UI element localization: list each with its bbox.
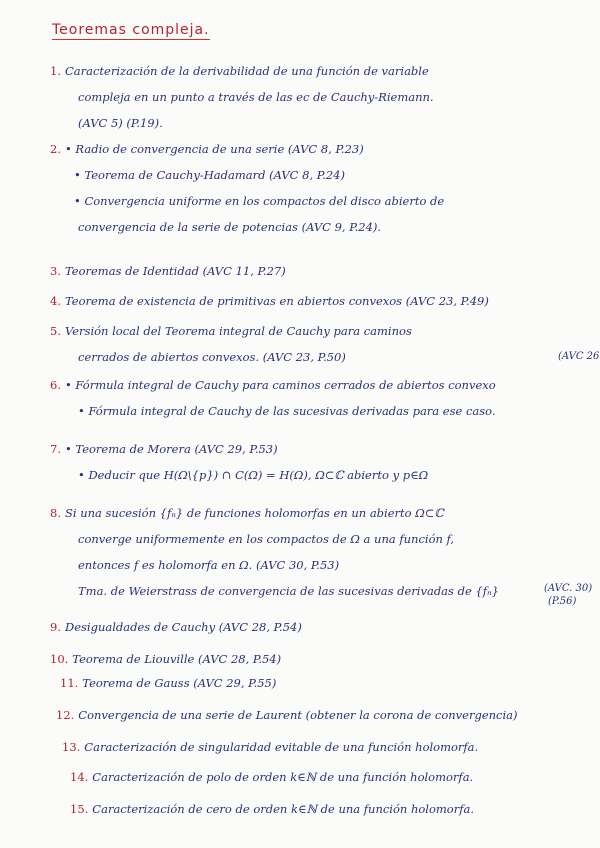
item-line: • Fórmula integral de Cauchy de las sucesivas derivadas para ese caso. [78,404,496,418]
item-line: Desigualdades de Cauchy (AVC 28, P.54) [64,620,302,634]
item-line: compleja en un punto a través de las ec de Cauchy-Riemann. [78,90,434,104]
item-number: 12. [56,708,75,722]
item-number: 8. [50,506,61,520]
item-number: 13. [62,740,81,754]
item-number: 14. [70,770,89,784]
list-item [70,764,595,790]
list-item [50,258,595,284]
margin-note: (AVC. 30) [544,583,593,594]
list-item [56,702,596,728]
item-line: Si una sucesión {fₙ} de funciones holomorfas en un abierto Ω⊂ℂ [64,506,444,520]
page-title: Teoremas compleja. [52,22,210,38]
item-number: 5. [50,324,61,338]
item-line: Caracterización de cero de orden k∈ℕ de una función holomorfa. [92,802,474,816]
item-number: 11. [60,676,79,690]
item-line: • Fórmula integral de Cauchy para caminos cerrados de abiertos convexo [64,378,496,392]
item-number: 1. [50,64,61,78]
item-line: • Convergencia uniforme en los compactos del disco abierto de [74,194,445,208]
list-item [50,436,595,488]
item-line: Convergencia de una serie de Laurent (obtener la corona de convergencia) [78,708,518,722]
list-item [50,318,595,370]
item-line: (AVC 5) (P.19). [78,116,163,130]
list-item [62,734,600,760]
item-number: 6. [50,378,61,392]
item-line: convergencia de la serie de potencias (AVC 9, P.24). [78,220,382,234]
item-line: • Deducir que H(Ω\{p}) ∩ C(Ω) = H(Ω), Ω⊂ℂ abierto y p∈Ω [78,468,429,482]
list-item [50,288,595,314]
item-line: converge uniformemente en los compactos de Ω a una función f, [78,532,455,546]
item-line: Caracterización de polo de orden k∈ℕ de una función holomorfa. [92,770,474,784]
item-line: entonces f es holomorfa en Ω. (AVC 30, P.53) [78,558,340,572]
margin-note: (P.56) [548,596,577,607]
list-item [60,670,600,696]
item-line: Caracterización de singularidad evitable de una función holomorfa. [84,740,479,754]
margin-note: (AVC 26 [558,351,600,362]
item-line: Versión local del Teorema integral de Cauchy para caminos [64,324,412,338]
item-line: Caracterización de la derivabilidad de una función de variable [64,64,429,78]
item-number: 15. [70,802,89,816]
list-item [50,500,595,604]
item-number: 2. [50,142,61,156]
item-line: • Teorema de Cauchy-Hadamard (AVC 8, P.24) [74,168,345,182]
list-item [50,372,595,424]
list-item [50,646,595,672]
item-line: cerrados de abiertos convexos. (AVC 23, P.50) [78,350,346,364]
item-number: 10. [50,652,69,666]
item-line: Teorema de existencia de primitivas en abiertos convexos (AVC 23, P.49) [64,294,489,308]
item-line: Teoremas de Identidad (AVC 11, P.27) [64,264,286,278]
item-number: 3. [50,264,61,278]
item-line: Teorema de Liouville (AVC 28, P.54) [72,652,282,666]
list-item [50,136,595,240]
item-line: • Teorema de Morera (AVC 29, P.53) [64,442,278,456]
list-item [50,58,595,136]
list-item [70,796,595,822]
item-line: Teorema de Gauss (AVC 29, P.55) [82,676,277,690]
item-line: • Radio de convergencia de una serie (AVC 8, P.23) [64,142,364,156]
list-item [50,614,595,640]
item-number: 9. [50,620,61,634]
item-number: 7. [50,442,61,456]
item-line: Tma. de Weierstrass de convergencia de las sucesivas derivadas de {fₙ} [78,584,499,598]
item-number: 4. [50,294,61,308]
